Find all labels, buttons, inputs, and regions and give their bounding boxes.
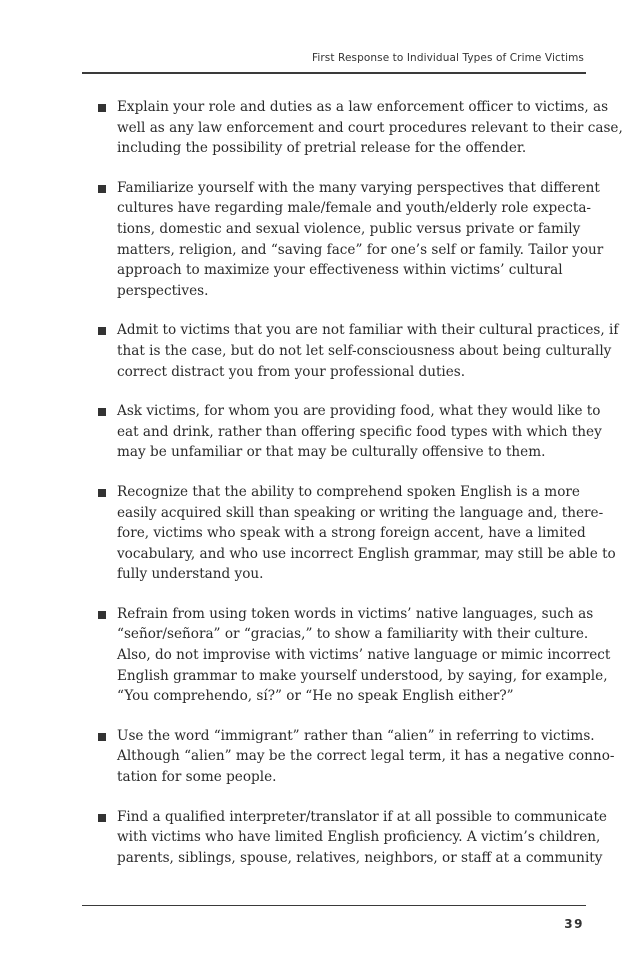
bullet-text-line: easily acquired skill than speaking or writing the language and, there-	[117, 504, 604, 521]
square-bullet-icon	[98, 814, 106, 822]
bullet-text-line: fore, victims who speak with a strong foreign accent, have a limited	[117, 525, 586, 542]
bullet-text-line: well as any law enforcement and court procedures relevant to their case,	[117, 119, 623, 136]
bullet-text-line: Refrain from using token words in victims’ native languages, such as	[117, 605, 594, 622]
square-bullet-icon	[98, 733, 106, 741]
bullet-text-line: approach to maximize your effectiveness within victims’ cultural	[117, 262, 563, 279]
bullet-text-line: correct distract you from your professional duties.	[117, 363, 466, 380]
bullet-text-line: fully understand you.	[117, 566, 264, 583]
square-bullet-icon	[98, 185, 106, 193]
bullet-text-line: vocabulary, and who use incorrect English grammar, may still be able to	[117, 545, 616, 562]
bullet-text-line: English grammar to make yourself understood, by saying, for example,	[117, 667, 608, 684]
bullet-list	[98, 97, 623, 887]
page-number: 39	[564, 917, 584, 931]
bullet-item	[98, 604, 611, 707]
bullet-text-line: that is the case, but do not let self-consciousness about being culturally	[117, 342, 612, 359]
bullet-text-line: Find a qualified interpreter/translator if at all possible to communicate	[117, 808, 607, 825]
bullet-item	[98, 401, 602, 463]
square-bullet-icon	[98, 104, 106, 112]
bullet-text-line: matters, religion, and “saving face” for one’s self or family. Tailor your	[117, 241, 604, 258]
bullet-text-line: Familiarize yourself with the many varying perspectives that different	[117, 179, 600, 196]
bullet-text-line: Also, do not improvise with victims’ native language or mimic incorrect	[117, 647, 611, 664]
bullet-text-line: Although “alien” may be the correct legal term, it has a negative conno-	[117, 748, 615, 765]
bullet-item	[98, 726, 615, 788]
bullet-item	[98, 482, 616, 585]
bullet-text-line: Admit to victims that you are not familiar with their cultural practices, if	[117, 322, 619, 339]
bullet-text-line: tions, domestic and sexual violence, public versus private or family	[117, 220, 581, 237]
bullet-item	[98, 178, 604, 302]
bullet-item	[98, 320, 619, 382]
bullet-text-line: “señor/señora” or “gracias,” to show a familiarity with their culture.	[117, 626, 589, 643]
bullet-text-line: may be unfamiliar or that may be culturally offensive to them.	[117, 444, 546, 461]
bullet-item	[98, 807, 607, 869]
bullet-item	[98, 97, 623, 159]
square-bullet-icon	[98, 611, 106, 619]
square-bullet-icon	[98, 327, 106, 335]
header-rule	[82, 72, 586, 74]
bullet-text-line: Recognize that the ability to comprehend spoken English is a more	[117, 483, 580, 500]
bullet-text-line: including the possibility of pretrial release for the offender.	[117, 140, 527, 157]
footer-rule	[82, 905, 586, 906]
bullet-text-line: tation for some people.	[117, 769, 277, 786]
square-bullet-icon	[98, 489, 106, 497]
bullet-text-line: Use the word “immigrant” rather than “alien” in referring to victims.	[117, 727, 595, 744]
bullet-text-line: Ask victims, for whom you are providing food, what they would like to	[117, 403, 601, 420]
bullet-text-line: eat and drink, rather than offering specific food types with which they	[117, 423, 602, 440]
bullet-text-line: with victims who have limited English proficiency. A victim’s children,	[117, 829, 601, 846]
bullet-text-line: “You comprehendo, sí?” or “He no speak English either?”	[117, 688, 514, 705]
bullet-text-line: cultures have regarding male/female and youth/elderly role expecta-	[117, 200, 592, 217]
square-bullet-icon	[98, 408, 106, 416]
bullet-text-line: Explain your role and duties as a law enforcement officer to victims, as	[117, 99, 609, 115]
running-header-title: First Response to Individual Types of Crime Victims	[311, 52, 584, 64]
bullet-text-line: parents, siblings, spouse, relatives, neighbors, or staff at a community	[117, 849, 603, 866]
bullet-text-line: perspectives.	[117, 282, 209, 299]
